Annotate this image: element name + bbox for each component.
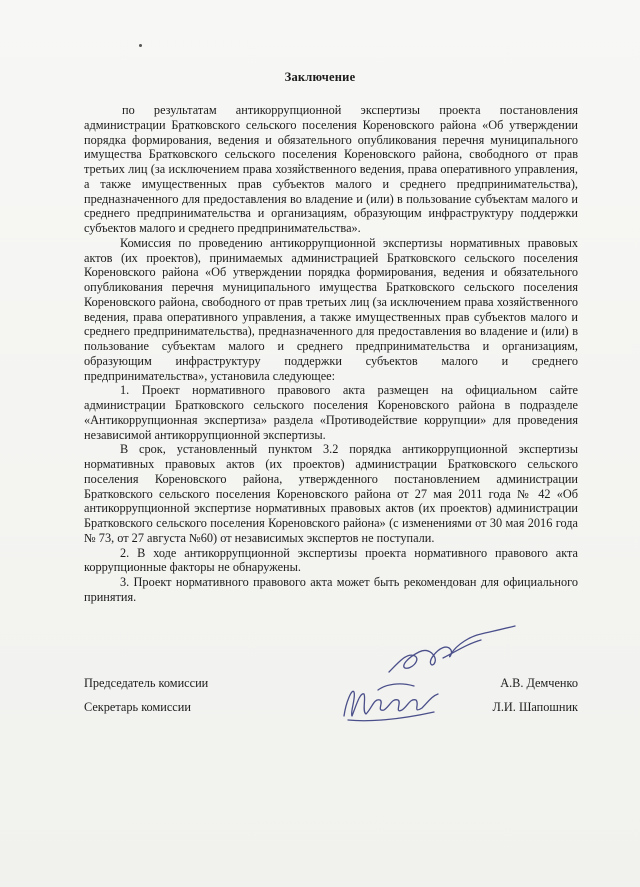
secretary-role: Секретарь комиссии — [84, 700, 191, 714]
intro-paragraph: по результатам антикоррупционной экспертизы проекта постановления администрации Братковского сельского поселения Кореновского района «Об утверждении порядка формирования, ведения и обязательного опубликования перечня муниципального имущества Братковского сельского поселения Кореновского района, свободного от прав третьих лиц (за исключением права хозяйственного ведения, права оперативного управления, а также имущественных прав субъектов малого и среднего предпринимательства), предназначенного для предоставления во владение и (или) в пользование субъектам малого и среднего предпринимательства и организациям, образующим инфраструктуру поддержки субъектов малого и среднего предпринимательства». — [84, 103, 578, 235]
chair-signature-strokes — [389, 626, 515, 672]
secretary-name: Л.И. Шапошник — [492, 700, 578, 714]
chair-signature-row — [84, 676, 578, 692]
scan-speck — [139, 44, 142, 47]
document-body — [84, 103, 578, 605]
point-2-paragraph: 2. В ходе антикоррупционной экспертизы проекта нормативного правового акта коррупционные факторы не обнаружены. — [84, 545, 578, 575]
point-3-paragraph: 3. Проект нормативного правового акта может быть рекомендован для официального принятия. — [84, 575, 578, 604]
chair-name: А.В. Демченко — [500, 676, 578, 690]
secretary-signature-row — [84, 700, 578, 716]
commission-paragraph: Комиссия по проведению антикоррупционной экспертизы нормативных правовых актов (их проектов), принимаемых администрацией Братковского сельского поселения Кореновского района «Об утверждении порядка формирования, ведения и обязательного опубликования перечня муниципального имущества Братковского сельского поселения Кореновского района, свободного от прав третьих лиц (за исключением права хозяйственного ведения, права оперативного управления, а также имущественных прав субъектов малого и среднего предпринимательства), предназначенного для предоставления во владение и (или) в пользование субъектам малого и среднего предпринимательства и организациям, образующим инфраструктуру поддержки субъектов малого и среднего предпринимательства», установила следующее: — [84, 235, 578, 383]
deadline-paragraph: В срок, установленный пунктом 3.2 порядка антикоррупционной экспертизы нормативных правовых актов (их проектов) администрации Братковского сельского поселения Кореновского района, утвержденного постановлением администрации Братковского сельского поселения Кореновского района от 27 мая 2011 года № 42 «Об антикоррупционной экспертизе нормативных правовых актов (их проектов) администрации Братковского сельского поселения Кореновского района» (с изменениями от 30 мая 2016 года № 73, от 27 августа №60) от независимых экспертов не поступали. — [84, 442, 578, 545]
chair-handwritten-signature — [385, 622, 525, 682]
point-1-paragraph: 1. Проект нормативного правового акта размещен на официальном сайте администрации Братковского сельского поселения Кореновского района в подразделе «Антикоррупционная экспертиза» раздела «Противодействие коррупции» для проведения независимой антикоррупционной экспертизы. — [84, 383, 578, 442]
chair-role: Председатель комиссии — [84, 676, 209, 690]
document-title: Заключение — [284, 70, 356, 84]
